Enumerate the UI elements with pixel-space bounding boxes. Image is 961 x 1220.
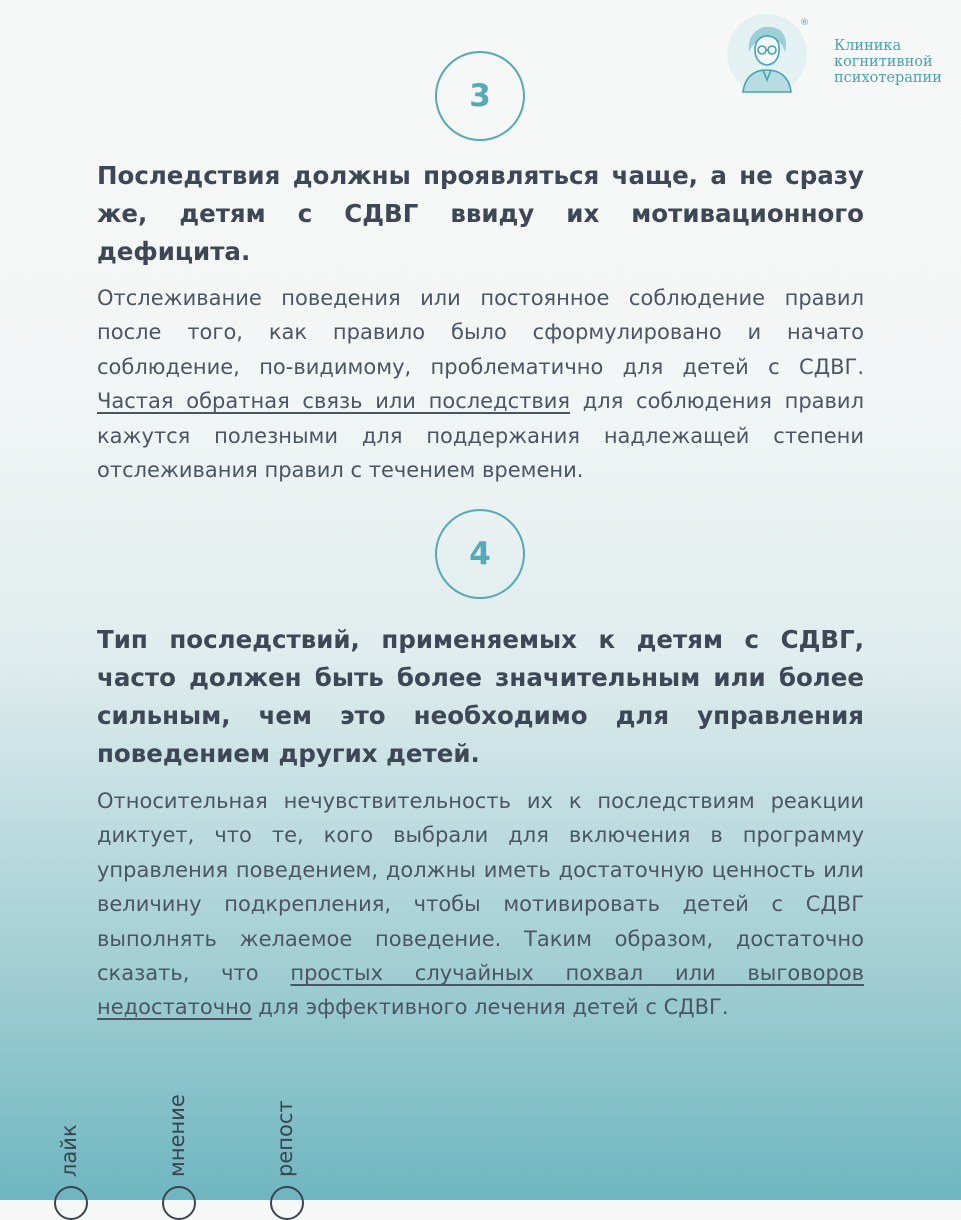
like-label: лайк <box>57 1124 81 1177</box>
section-3-heading: Последствия должны проявляться чаще, а не сразу же, детям с СДВГ ввиду их мотивационного дефицита. <box>97 161 864 266</box>
opinion-icon[interactable] <box>162 1186 196 1220</box>
repost-icon[interactable] <box>270 1186 304 1220</box>
clinic-name-line-2: когнитивной <box>834 54 933 70</box>
section-number-3: 3 <box>435 51 525 141</box>
repost-label: репост <box>273 1100 297 1177</box>
section-4-text-start: Относительная нечувствительность их к последствиям реакции диктует, что те, кого выбрали для включения в программу управления поведением, должны иметь достаточную ценность или величину подкрепления, чтобы мотивировать детей с СДВГ выполнять желаемое поведение. Таким образом, достаточно сказать, что <box>97 789 864 986</box>
section-4-heading: Тип последствий, применяемых к детям с СДВГ, часто должен быть более значительным или более сильным, чем это необходимо для управления поведением других детей. <box>97 625 864 768</box>
section-4-emphasis: простых случайных похвал или выговоров недостаточно <box>97 961 865 1020</box>
clinic-name <box>834 38 942 86</box>
opinion-label: мнение <box>165 1094 189 1177</box>
section-4-text-end: для эффективного лечения детей с СДВГ. <box>251 995 729 1020</box>
registered-mark: ® <box>800 18 809 28</box>
clinic-name-line-1: Клиника <box>834 38 902 54</box>
section-4-text <box>97 784 864 1025</box>
section-number-4: 4 <box>435 509 525 599</box>
section-3-emphasis: Частая обратная связь или последствия <box>97 389 571 414</box>
clinic-logo <box>727 14 947 98</box>
psychologist-portrait-icon <box>727 14 807 94</box>
like-icon[interactable] <box>54 1186 88 1220</box>
clinic-name-line-3: психотерапии <box>834 70 942 86</box>
section-3-text <box>97 281 864 487</box>
section-3-text-start: Отслеживание поведения или постоянное соблюдение правил после того, как правило было сформулировано и начато соблюдение, по-видимому, проблематично для детей с СДВГ. <box>97 286 864 379</box>
section-3-text-end: для соблюдения правил кажутся полезными для поддержания надлежащей степени отслеживания правил с течением времени. <box>97 389 864 483</box>
